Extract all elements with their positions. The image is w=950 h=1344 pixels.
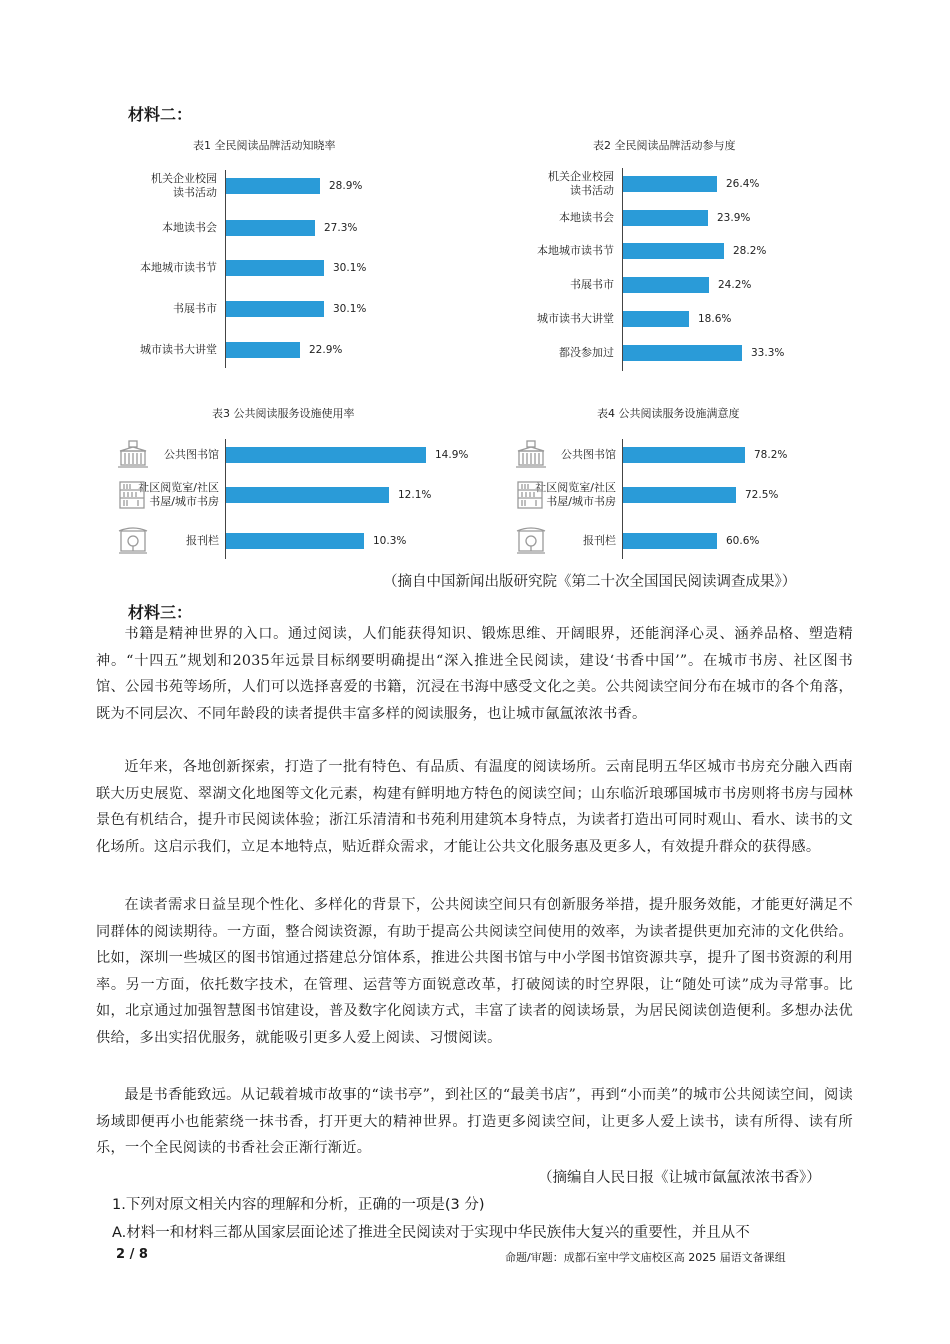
library-building-icon	[514, 439, 548, 471]
value-label: 12.1%	[398, 489, 432, 501]
category-label: 报刊栏	[583, 534, 616, 547]
value-label: 10.3%	[373, 535, 407, 547]
chart-title: 表1 全民阅读品牌活动知晓率	[193, 139, 336, 152]
bookshelf-icon	[514, 479, 548, 511]
category-label: 机关企业校园 读书活动	[548, 170, 614, 197]
category-label: 都没参加过	[559, 346, 614, 359]
category-label: 本地城市读书节	[140, 261, 217, 274]
value-label: 26.4%	[726, 178, 760, 190]
paragraph-1: 书籍是精神世界的入口。通过阅读，人们能获得知识、锻炼思维、开阔眼界，还能润泽心灵、涵养品格、塑造精神。“十四五”规划和2035年远景目标纲要明确提出“深入推进全民阅读，建设‘书香中国’”。在城市书房、社区图书馆、公园书苑等场所，人们可以选择喜爱的书籍，沉浸在书海中感受文化之美。公共阅读空间分布在城市的各个角落，既为不同层次、不同年龄段的读者提供丰富多样的阅读服务，也让城市氤氲浓浓书香。	[96, 626, 853, 722]
value-label: 14.9%	[435, 449, 469, 461]
value-label: 30.1%	[333, 262, 367, 274]
bar	[623, 311, 689, 327]
category-label: 本地读书会	[559, 211, 614, 224]
category-label: 书展书市	[570, 278, 614, 291]
category-label: 报刊栏	[186, 534, 219, 547]
chart-axis-line	[622, 168, 623, 371]
bar	[226, 487, 389, 503]
category-label: 社区阅览室/社区 书屋/城市书房	[138, 481, 219, 508]
category-label: 书展书市	[173, 302, 217, 315]
value-label: 23.9%	[717, 212, 751, 224]
value-label: 18.6%	[698, 313, 732, 325]
bar	[623, 533, 717, 549]
value-label: 27.3%	[324, 222, 358, 234]
material2-source: （摘自中国新闻出版研究院《第二十次全国国民阅读调查成果》）	[383, 574, 797, 590]
category-label: 机关企业校园 读书活动	[151, 172, 217, 199]
footer-text: 命题/审题：成都石室中学文庙校区高 2025 届语文备课组	[505, 1251, 786, 1264]
value-label: 30.1%	[333, 303, 367, 315]
bar	[623, 210, 708, 226]
material3-label: 材料三：	[128, 603, 193, 622]
bar	[226, 260, 324, 276]
value-label: 60.6%	[726, 535, 760, 547]
value-label: 28.2%	[733, 245, 767, 257]
value-label: 22.9%	[309, 344, 343, 356]
question-1: 1.下列对原文相关内容的理解和分析，正确的一项是(3 分)	[112, 1197, 485, 1213]
bar	[623, 243, 724, 259]
paragraph-3: 在读者需求日益呈现个性化、多样化的背景下，公共阅读空间只有创新服务举措，提升服务效能，才能更好满足不同群体的阅读期待。一方面，整合阅读资源，有助于提高公共阅读空间使用的效率，为读者提供更加充沛的文化供给。比如，深圳一些城区的图书馆通过搭建总分馆体系，推进公共图书馆与中小学图书馆资源共享，提升了图书资源的利用率。另一方面，依托数字技术，在管理、运营等方面锐意改革，打破阅读的时空界限，让“随处可读”成为寻常事。比如，北京通过加强智慧图书馆建设，普及数字化阅读方式，丰富了读者的阅读场景，为居民阅读创造便利。多想办法优供给，多出实招优服务，就能吸引更多人爱上阅读、习惯阅读。	[96, 897, 853, 1046]
newspaper-board-icon	[514, 525, 548, 557]
page-number: 2 / 8	[116, 1247, 148, 1262]
paragraph-2: 近年来，各地创新探索，打造了一批有特色、有品质、有温度的阅读场所。云南昆明五华区城市书房充分融入西南联大历史展览、翠湖文化地图等文化元素，构建有鲜明地方特色的阅读空间；山东临沂琅琊国城市书房则将书房与园林景色有机结合，提升市民阅读体验；浙江乐清清和书苑利用建筑本身特点，为读者打造出可同时观山、看水、读书的文化场所。这启示我们，立足本地特点，贴近群众需求，才能让公共文化服务惠及更多人，有效提升群众的获得感。	[96, 759, 853, 855]
bar	[623, 487, 736, 503]
category-label: 社区阅览室/社区 书屋/城市书房	[535, 481, 616, 508]
bar	[623, 176, 717, 192]
category-label: 公共图书馆	[164, 448, 219, 461]
chart-title: 表2 全民阅读品牌活动参与度	[593, 139, 736, 152]
category-label: 本地读书会	[162, 221, 217, 234]
chart-title: 表4 公共阅读服务设施满意度	[597, 407, 740, 420]
bookshelf-icon	[116, 479, 150, 511]
category-label: 城市读书大讲堂	[537, 312, 614, 325]
value-label: 24.2%	[718, 279, 752, 291]
bar	[226, 301, 324, 317]
material2-label: 材料二：	[128, 105, 193, 124]
bar	[226, 447, 426, 463]
chart-title: 表3 公共阅读服务设施使用率	[212, 407, 355, 420]
bar	[226, 178, 320, 194]
bar	[623, 277, 709, 293]
bar	[623, 447, 745, 463]
material3-source: （摘编自人民日报《让城市氤氲浓浓书香》）	[538, 1170, 821, 1186]
library-building-icon	[116, 439, 150, 471]
newspaper-board-icon	[116, 525, 150, 557]
bar	[226, 220, 315, 236]
category-label: 公共图书馆	[561, 448, 616, 461]
value-label: 33.3%	[751, 347, 785, 359]
bar	[623, 345, 742, 361]
value-label: 28.9%	[329, 180, 363, 192]
category-label: 本地城市读书节	[537, 244, 614, 257]
value-label: 72.5%	[745, 489, 779, 501]
bar	[226, 533, 364, 549]
bar	[226, 342, 300, 358]
category-label: 城市读书大讲堂	[140, 343, 217, 356]
value-label: 78.2%	[754, 449, 788, 461]
paragraph-4: 最是书香能致远。从记载着城市故事的“读书亭”，到社区的“最美书店”，再到“小而美”的城市公共阅读空间，阅读场域即便再小也能萦绕一抹书香，打开更大的精神世界。打造更多阅读空间，让更多人爱上读书，读有所得、读有所乐，一个全民阅读的书香社会正渐行渐近。	[96, 1087, 853, 1156]
option-a: A.材料一和材料三都从国家层面论述了推进全民阅读对于实现中华民族伟大复兴的重要性，并且从不	[112, 1225, 750, 1241]
